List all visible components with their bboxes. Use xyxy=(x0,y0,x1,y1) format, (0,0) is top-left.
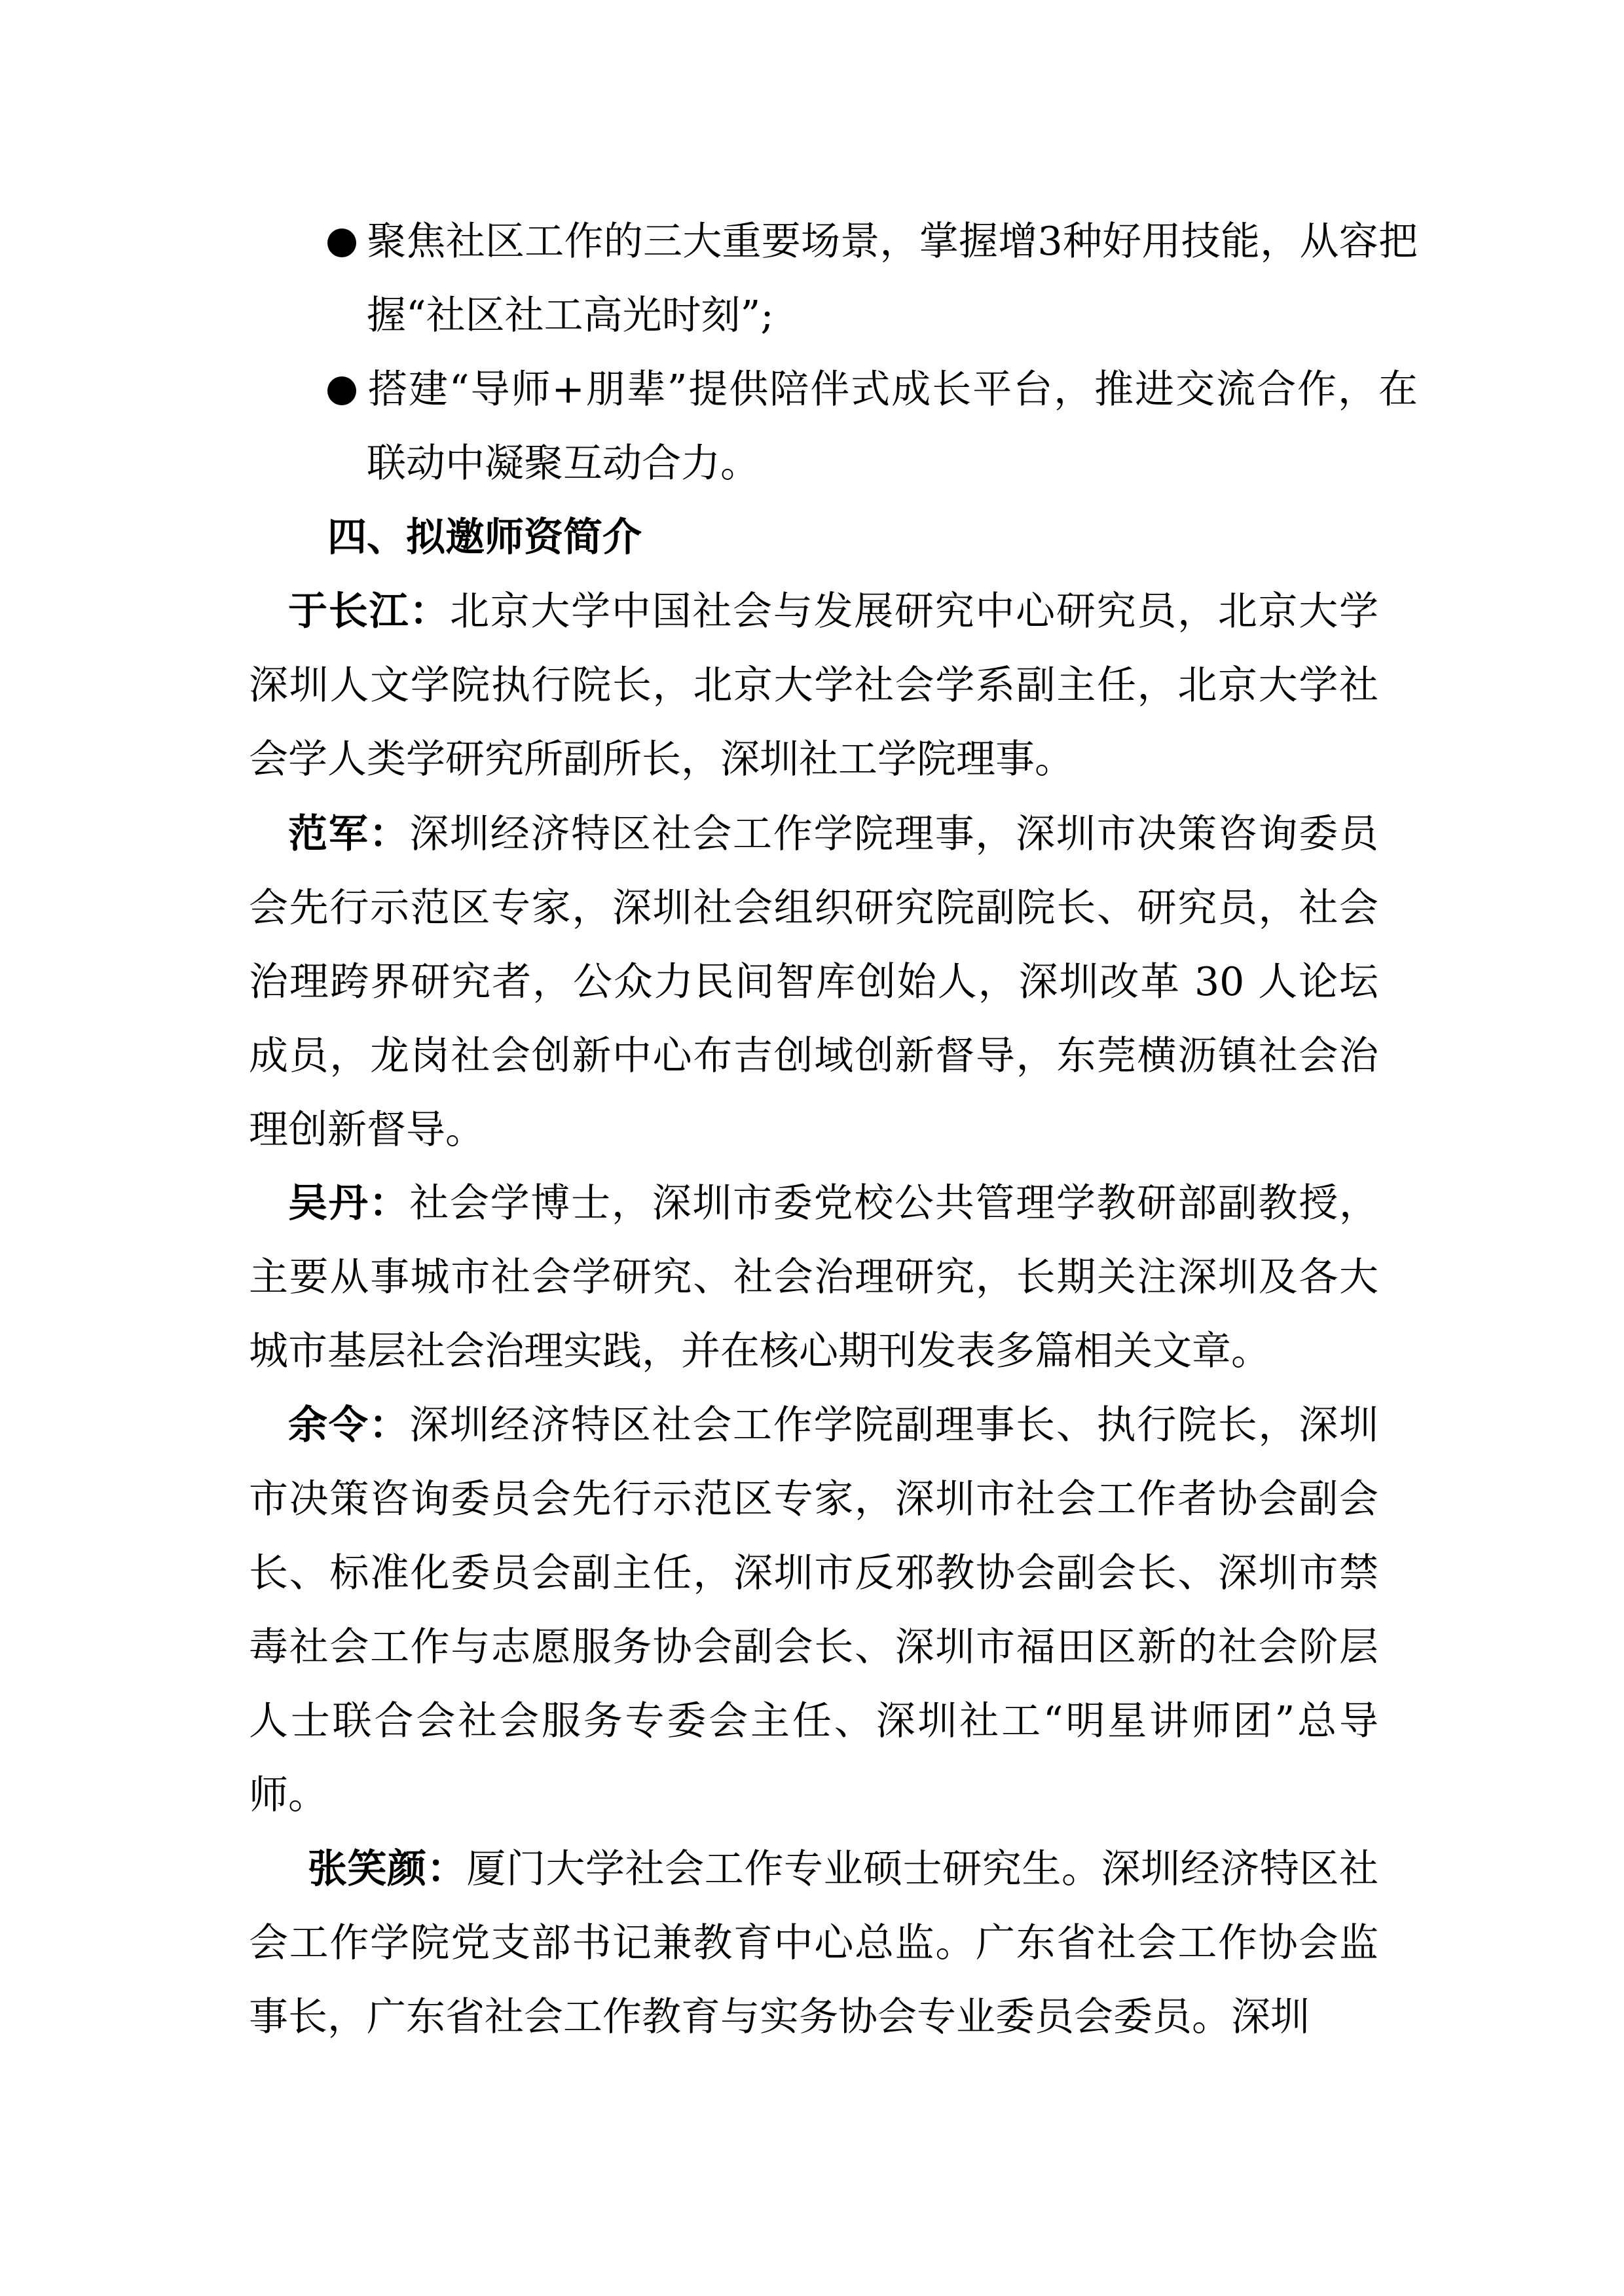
bullet-dot-icon xyxy=(327,376,356,405)
bio-name: 吴丹： xyxy=(288,1180,410,1226)
bio-paragraph xyxy=(249,797,1378,1167)
bio-name: 张笑颜： xyxy=(308,1846,467,1892)
bullet-dot-icon xyxy=(327,228,356,257)
bio-paragraph xyxy=(249,575,1378,797)
section-heading: 四、拟邀师资简介 xyxy=(327,515,642,560)
bio-name: 范军： xyxy=(288,811,410,857)
bio-text: 深圳经济特区社会工作学院理事，深圳市决策咨询委员会先行示范区专家，深圳社会组织研究院副院长、研究员，社会治理跨界研究者，公众力民间智库创始人，深圳改革 30 人论坛成员，龙岗社会创新中心布吉创域创新督导，东莞横沥镇社会治理创新督导。 xyxy=(249,811,1379,1153)
bio-text: 厦门大学社会工作专业硕士研究生。深圳经济特区社会工作学院党支部书记兼教育中心总监。广东省社会工作协会监事长，广东省社会工作教育与实务协会专业委员会委员。深圳 xyxy=(249,1846,1379,2040)
bullet-text: 聚焦社区工作的三大重要场景，掌握增3种好用技能，从容把握“社区社工高光时刻”; xyxy=(367,219,1418,338)
bio-paragraph xyxy=(249,1832,1378,2054)
bio-name: 于长江： xyxy=(288,589,450,634)
bullet-item xyxy=(327,353,1418,501)
bio-paragraph xyxy=(249,1167,1378,1389)
bullet-item xyxy=(327,205,1418,353)
bio-paragraph xyxy=(249,1389,1378,1832)
bullet-text: 搭建“导师+朋辈”提供陪伴式成长平台，推进交流合作，在联动中凝聚互动合力。 xyxy=(367,367,1418,486)
bio-text: 北京大学中国社会与发展研究中心研究员，北京大学深圳人文学院执行院长，北京大学社会学系副主任，北京大学社会学人类学研究所副所长，深圳社工学院理事。 xyxy=(249,589,1379,782)
bio-text: 社会学博士，深圳市委党校公共管理学教研部副教授，主要从事城市社会学研究、社会治理研究，长期关注深圳及各大城市基层社会治理实践，并在核心期刊发表多篇相关文章。 xyxy=(249,1180,1379,1374)
bio-name: 余令： xyxy=(288,1402,410,1448)
bio-text: 深圳经济特区社会工作学院副理事长、执行院长，深圳市决策咨询委员会先行示范区专家，深圳市社会工作者协会副会长、标准化委员会副主任，深圳市反邪教协会副会长、深圳市禁毒社会工作与志愿服务协会副会长、深圳市福田区新的社会阶层人士联合会社会服务专委会主任、深圳社工“明星讲师团”总导师。 xyxy=(249,1402,1379,1818)
